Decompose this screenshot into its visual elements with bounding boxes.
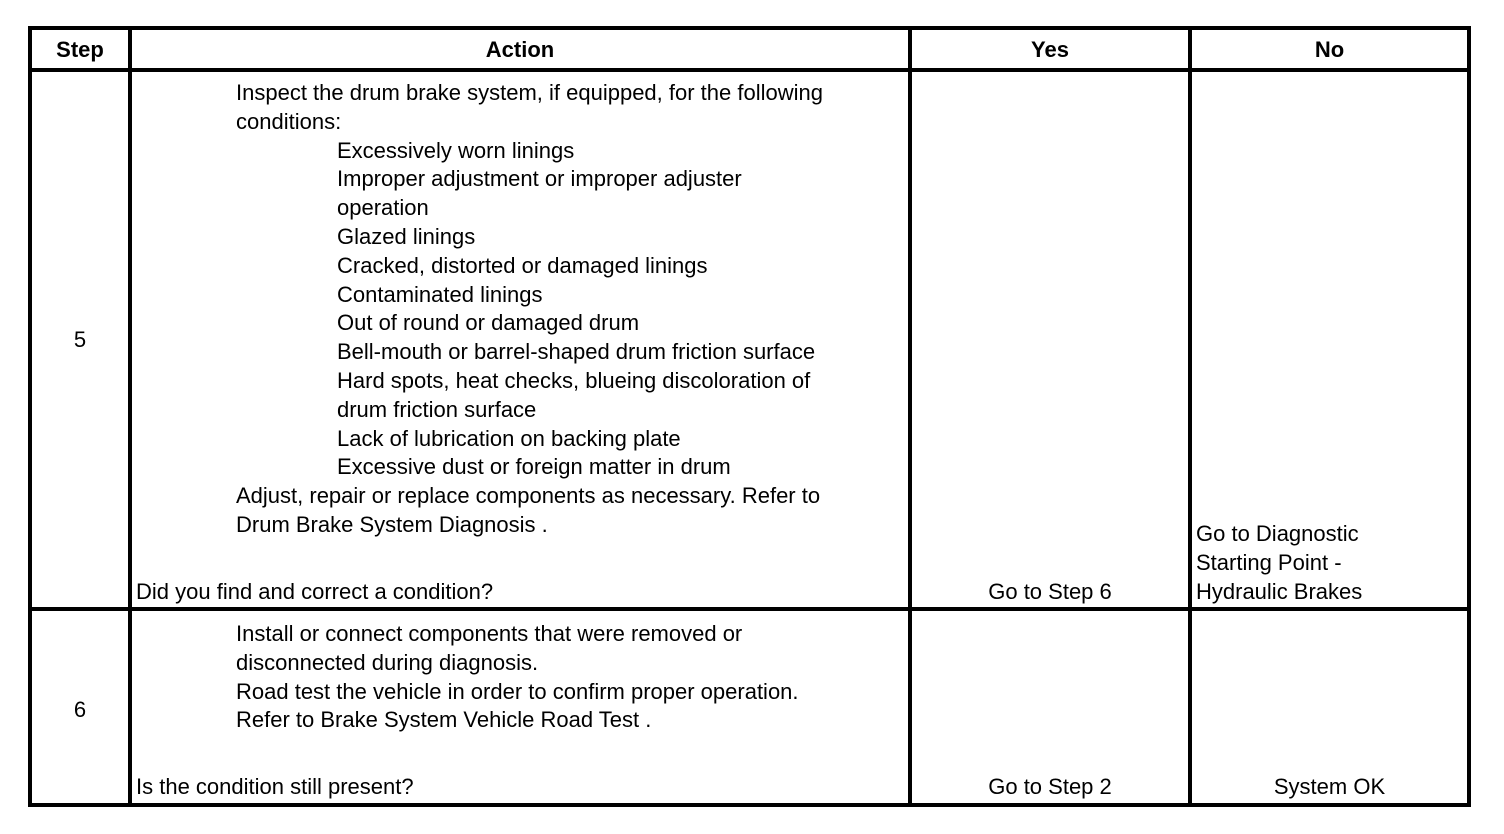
condition-item: Improper adjustment or improper adjuster: [337, 166, 742, 192]
column-divider: [908, 30, 912, 803]
step-number: 6: [73, 697, 87, 722]
condition-item: Cracked, distorted or damaged linings: [337, 252, 708, 278]
action-text: disconnected during diagnosis.: [236, 649, 539, 675]
no-result: Starting Point -: [1196, 550, 1342, 575]
action-question: Is the condition still present?: [136, 774, 414, 799]
no-result: Hydraulic Brakes: [1196, 579, 1363, 604]
no-result: Go to Diagnostic: [1196, 521, 1359, 546]
column-divider: [1188, 30, 1192, 803]
step-number: 5: [73, 327, 87, 352]
header-no: No: [1314, 37, 1345, 62]
action-question: Did you find and correct a condition?: [136, 579, 494, 604]
action-text: Install or connect components that were removed or: [236, 621, 743, 646]
header-yes: Yes: [1031, 37, 1069, 62]
condition-item: Glazed linings: [337, 224, 476, 249]
condition-item: Hard spots, heat checks, blueing discoloration of: [337, 368, 811, 393]
condition-item: drum friction surface: [337, 396, 537, 422]
yes-result: Go to Step 2: [988, 774, 1112, 799]
condition-item: operation: [337, 195, 429, 221]
yes-result: Go to Step 6: [988, 579, 1112, 604]
column-divider: [128, 30, 132, 803]
condition-item: Contaminated linings: [337, 281, 543, 307]
action-text: Road test the vehicle in order to confirm proper operation.: [236, 678, 799, 704]
condition-item: Bell-mouth or barrel-shaped drum friction surface: [337, 339, 816, 365]
condition-item: Out of round or damaged drum: [337, 310, 640, 336]
action-text: conditions:: [236, 108, 342, 134]
row-divider: [32, 607, 1467, 611]
action-text: Refer to Brake System Vehicle Road Test .: [236, 707, 652, 733]
condition-item: Lack of lubrication on backing plate: [337, 425, 681, 451]
action-text: Drum Brake System Diagnosis .: [236, 512, 548, 537]
condition-item: Excessive dust or foreign matter in drum: [337, 454, 731, 480]
condition-item: Excessively worn linings: [337, 137, 575, 163]
no-result: System OK: [1273, 774, 1386, 799]
action-text: Adjust, repair or replace components as necessary. Refer to: [236, 483, 821, 509]
header-step: Step: [56, 37, 104, 62]
action-text: Inspect the drum brake system, if equipped, for the following: [236, 80, 823, 105]
diagnostic-table: [28, 26, 1471, 807]
header-action: Action: [485, 37, 555, 62]
